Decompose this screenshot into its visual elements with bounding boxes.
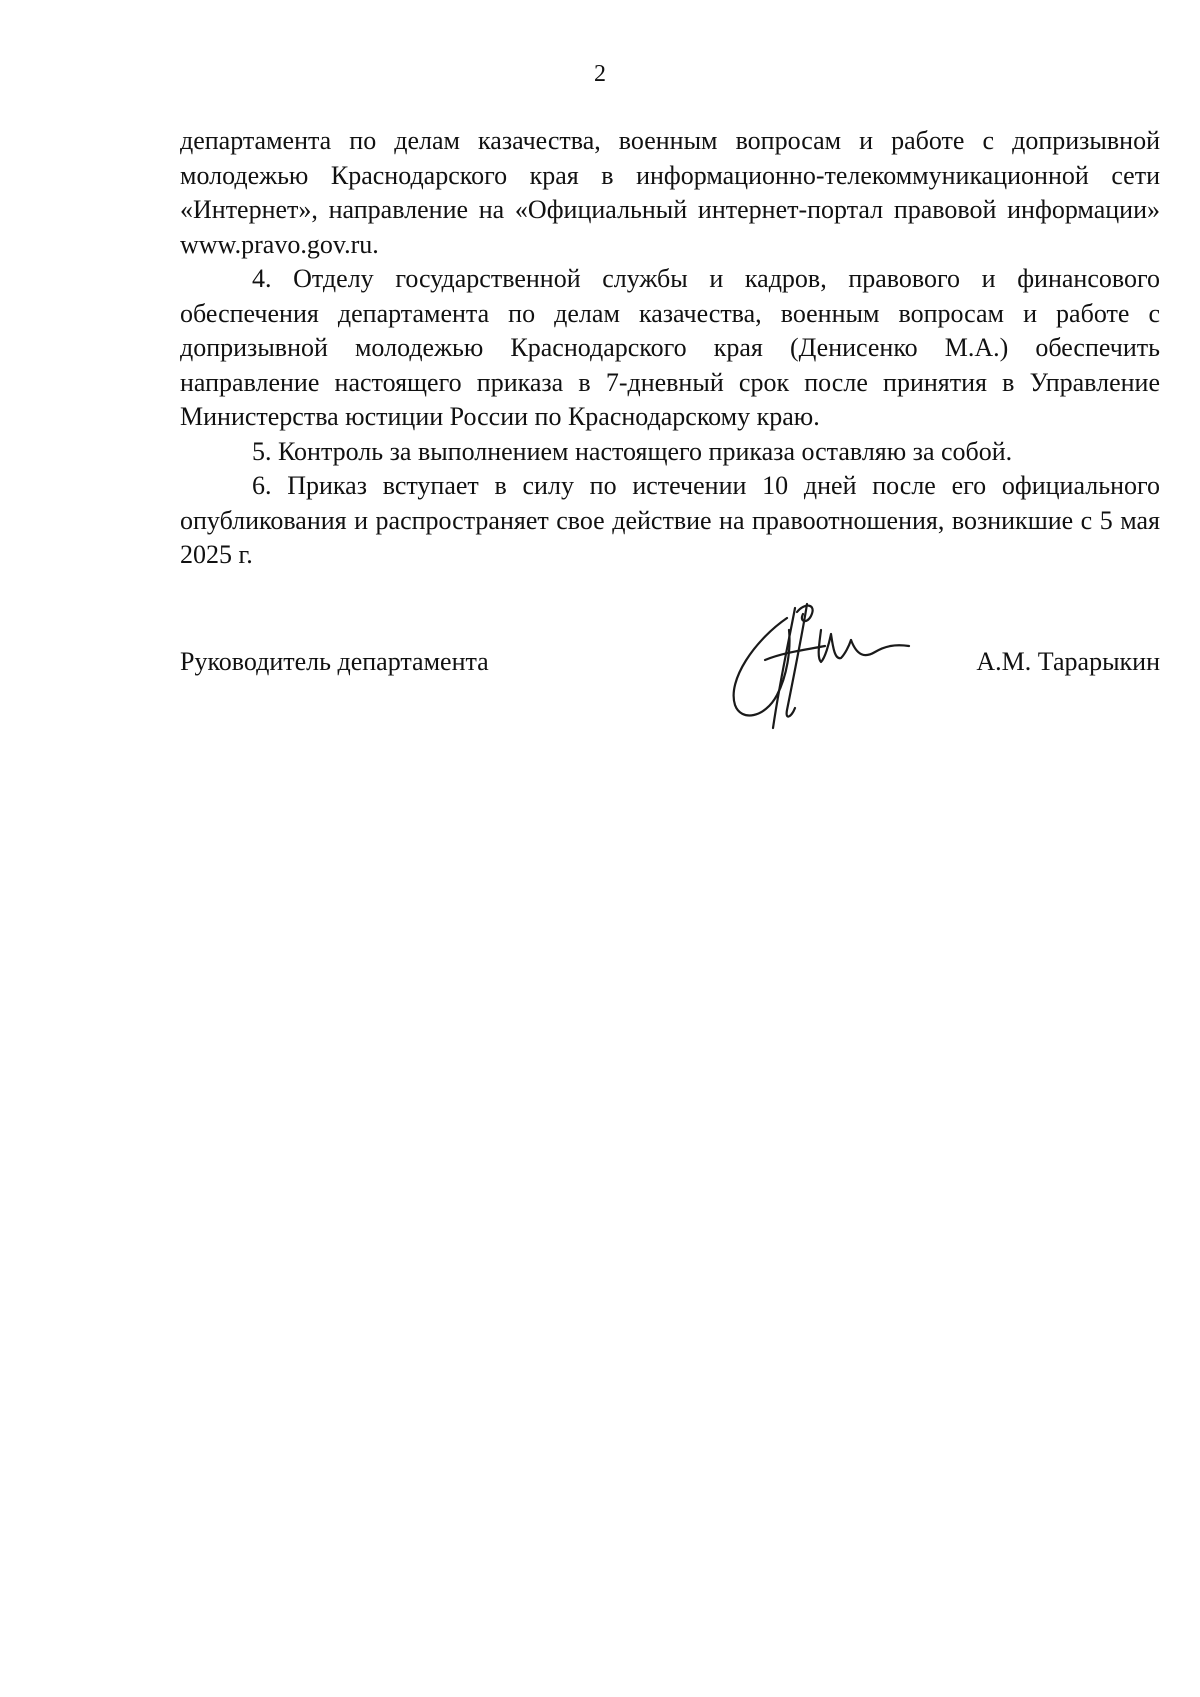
paragraph-item-4: 4. Отделу государственной службы и кадров, правового и финансового обеспечения департамента по делам казачества, военным вопросам и работе с допризывной молодежью Краснодарского края (Денисенко М.А.) обеспечить направление настоящего приказа в 7-дневный срок после принятия в Управление Министерства юстиции России по Краснодарскому краю. [180, 264, 1160, 431]
signatory-name: А.М. Тарарыкин [976, 647, 1160, 676]
document-body [180, 124, 1160, 573]
page-number: 2 [594, 61, 606, 87]
handwritten-signature-icon [725, 600, 925, 735]
signature-block [180, 645, 1160, 685]
paragraph-1: департамента по делам казачества, военным вопросам и работе с допризывной молодежью Краснодарского края в информационно-телекоммуникационной сети «Интернет», направление на «Официальный интернет-портал правовой информации» www.pravo.gov.ru. [180, 126, 1160, 259]
signatory-position: Руководитель департамента [180, 647, 489, 676]
paragraph-item-6: 6. Приказ вступает в силу по истечении 10 дней после его официального опубликования и распространяет свое действие на правоотношения, возникшие с 5 мая 2025 г. [180, 471, 1160, 569]
paragraph-item-5: 5. Контроль за выполнением настоящего приказа оставляю за собой. [252, 436, 1013, 466]
